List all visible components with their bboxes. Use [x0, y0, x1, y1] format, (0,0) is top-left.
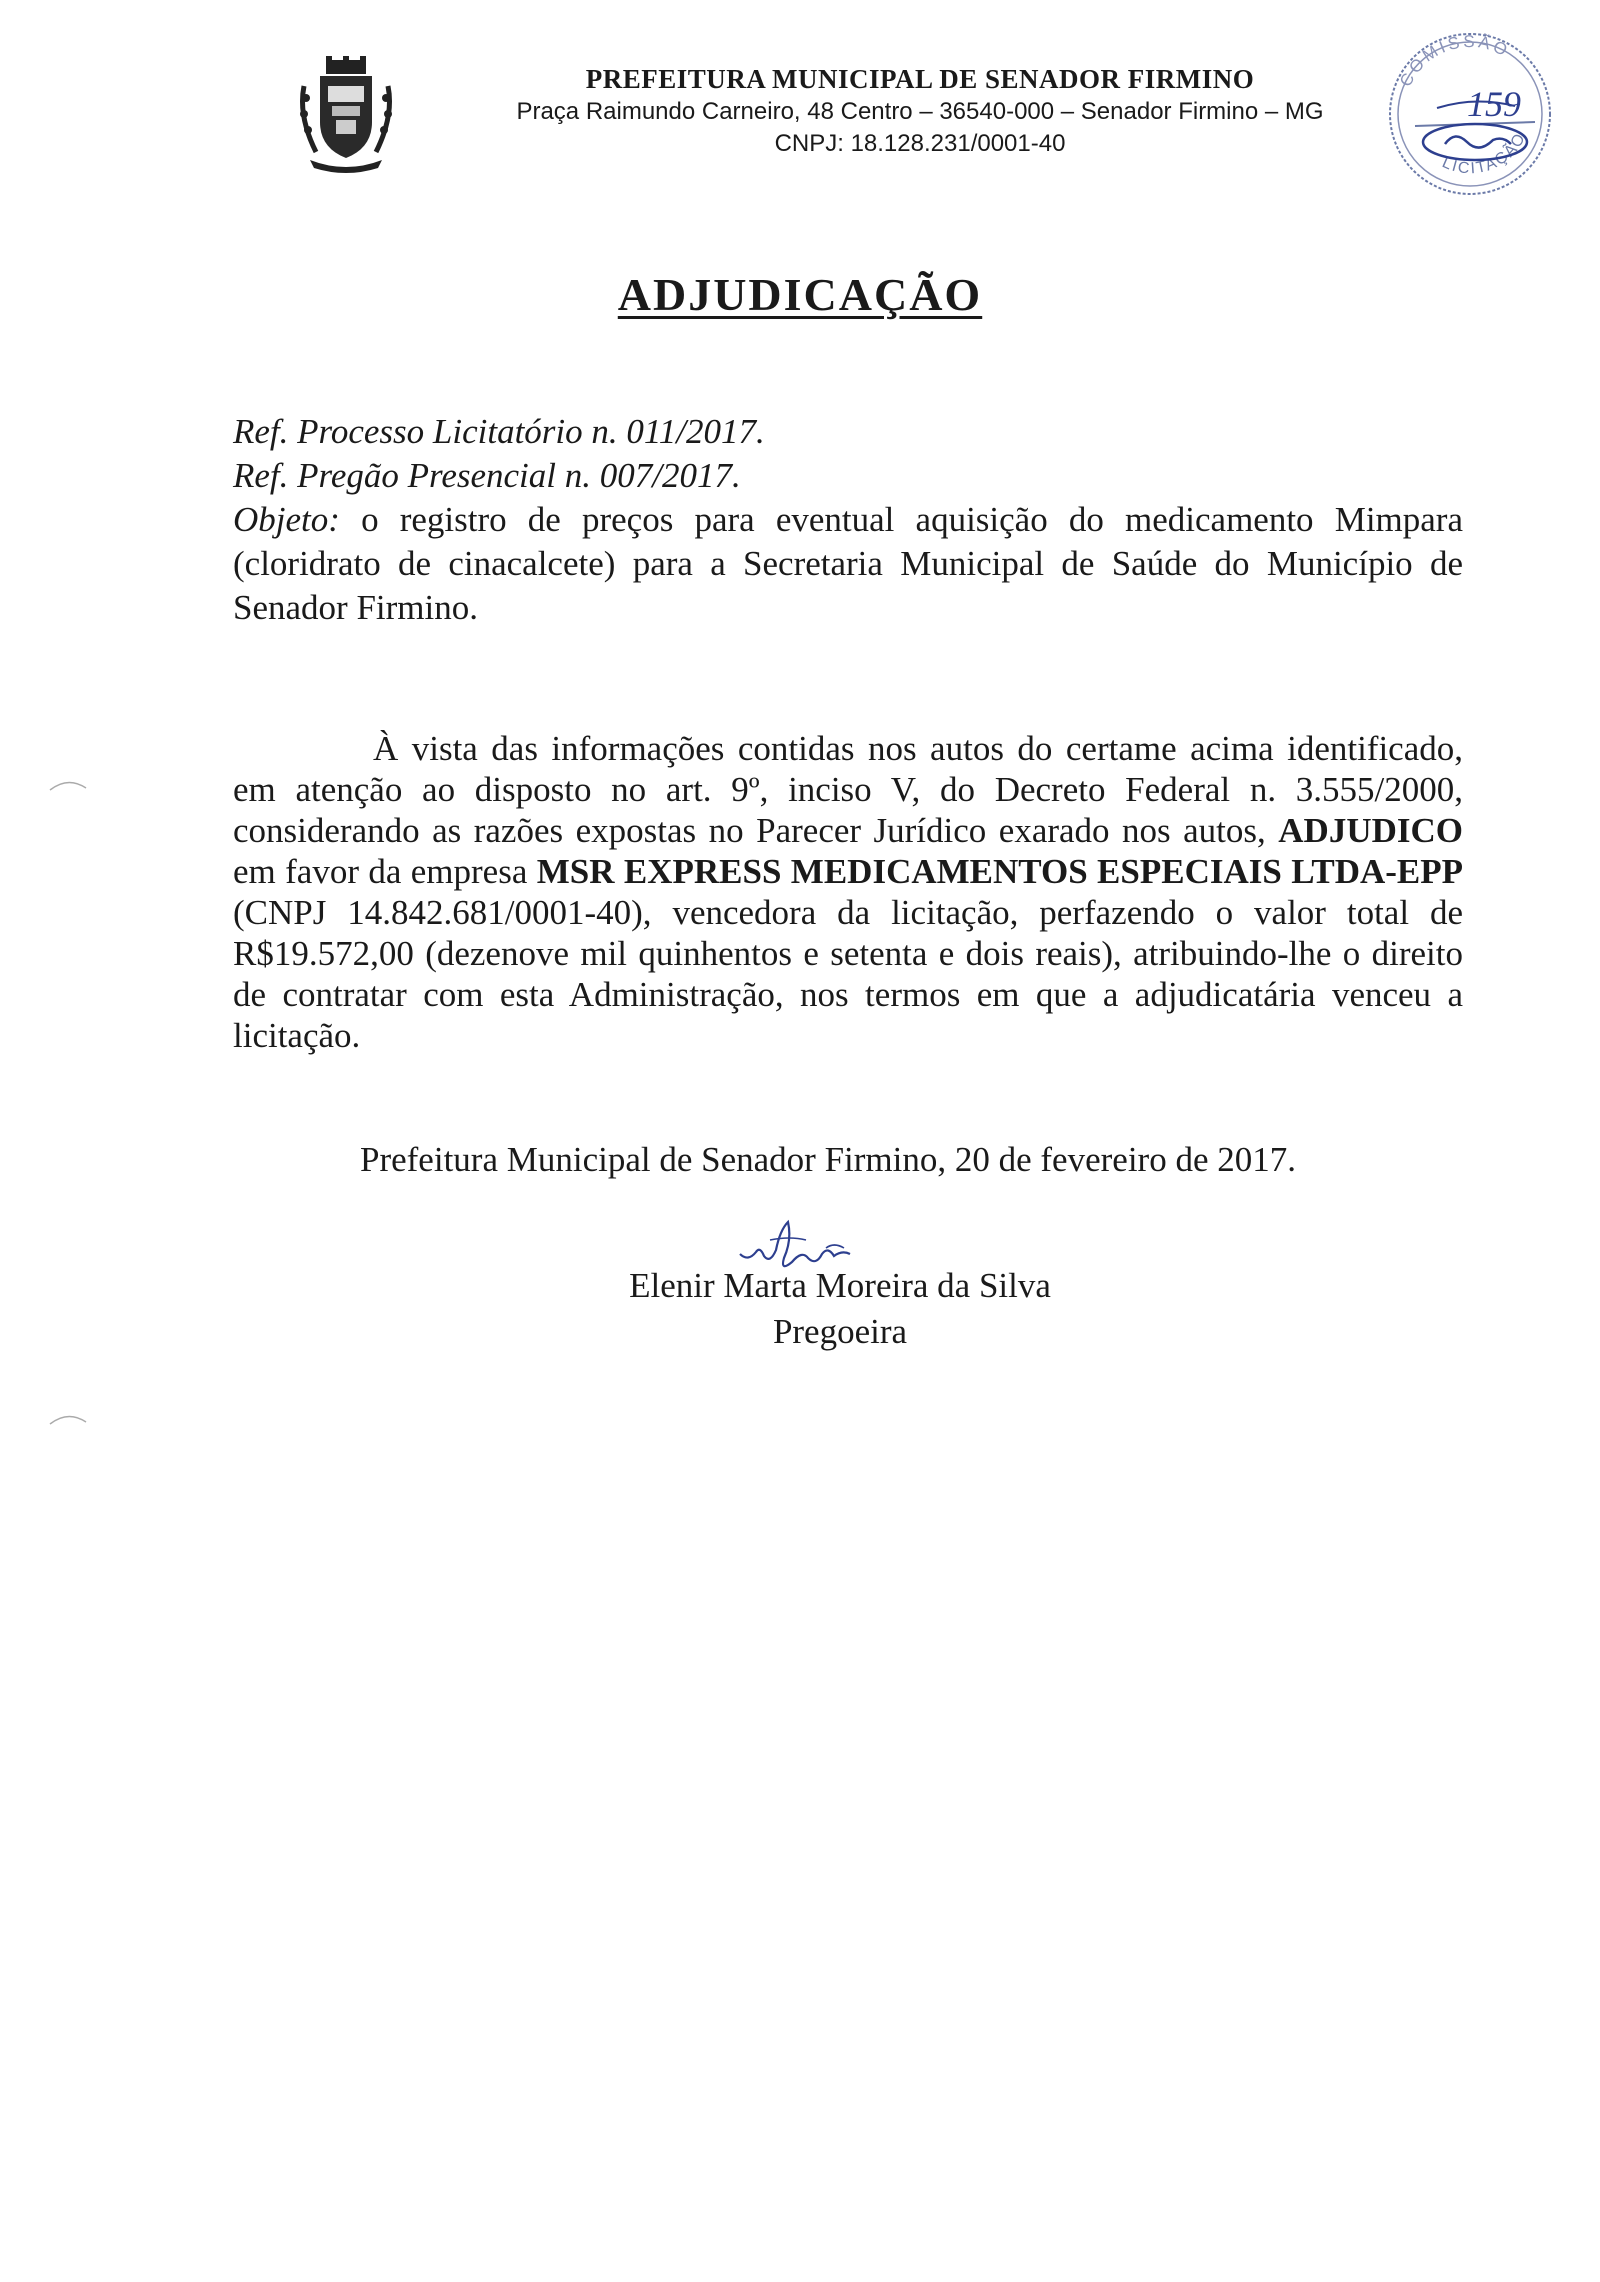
- signer-name: Elenir Marta Moreira da Silva: [629, 1266, 1051, 1305]
- commission-stamp: [1375, 22, 1565, 200]
- document-title: ADJUDICAÇÃO: [617, 269, 983, 320]
- adjudication-paragraph: À vista das informações contidas nos autos do certame acima identificado, em atenção ao disposto no art. 9º, inciso V, do Decreto Federal n. 3.555/2000, considerando as razões expostas no Parecer Jurídico exarado nos autos, ADJUDICO em favor da empresa MSR EXPRESS MEDICAMENTOS ESPECIAIS LTDA-EPP (CNPJ 14.842.681/0001-40), vencedora da licitação, perfazendo o valor total de R$19.572,00 (dezenove mil quinhentos e setenta e dois reais), atribuindo-lhe o direito de contratar com esta Administração, nos termos em que a adjudicatária venceu a licitação.: [233, 729, 1464, 1055]
- punch-hole-mark: [48, 1410, 88, 1426]
- ref-pregao: Ref. Pregão Presencial n. 007/2017.: [233, 456, 741, 495]
- place-date-line: Prefeitura Municipal de Senador Firmino, 20 de fevereiro de 2017.: [360, 1140, 1296, 1179]
- org-address: Praça Raimundo Carneiro, 48 Centro – 36540-000 – Senador Firmino – MG: [516, 98, 1324, 125]
- org-name: PREFEITURA MUNICIPAL DE SENADOR FIRMINO: [585, 64, 1255, 94]
- signature-block: [560, 1210, 1120, 1370]
- objeto-text: o registro de preços para eventual aquisição do medicamento Mimpara (cloridrato de cinacalcete) para a Secretaria Municipal de Saúde do Município de Senador Firmino.: [233, 500, 1463, 627]
- adjudico-keyword: ADJUDICO: [1278, 811, 1463, 850]
- signer-role: Pregoeira: [772, 1312, 908, 1351]
- stamp-page-number: 159: [1467, 84, 1521, 124]
- municipal-crest-logo: [296, 56, 396, 176]
- company-name: MSR EXPRESS MEDICAMENTOS ESPECIAIS LTDA-EPP: [536, 852, 1464, 891]
- objeto-label: Objeto:: [233, 500, 340, 539]
- references-block: [233, 410, 1463, 630]
- objeto-paragraph: [233, 498, 1463, 630]
- org-cnpj: CNPJ: 18.128.231/0001-40: [774, 130, 1066, 157]
- svg-text:LICITAÇÃO: LICITAÇÃO: [1439, 129, 1530, 178]
- ref-processo: Ref. Processo Licitatório n. 011/2017.: [233, 412, 765, 451]
- svg-text:COMISSÃO: COMISSÃO: [1395, 31, 1513, 90]
- punch-hole-mark: [48, 776, 88, 792]
- letterhead: [420, 62, 1420, 160]
